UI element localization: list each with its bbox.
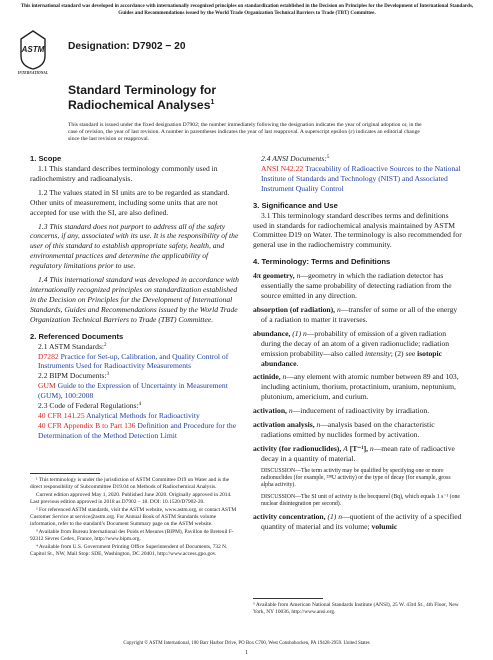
copyright-footer: Copyright © ASTM International, 100 Barr Harbor Drive, PO Box C700, West Conshohocken, PA 19428-2959. United States — [123, 641, 370, 646]
footnote-rule — [30, 473, 100, 474]
term-absorption: absorption (of radiation), n—transfer of some or all of the energy of a radiation to matter it traverses. — [253, 304, 458, 324]
ref-title-gum[interactable]: Guide to the Expression of Uncertainty in Measurement (GUM), 100:2008 — [38, 381, 228, 401]
issued-note: This standard is issued under the fixed designation D7902; the number immediately following the designation indicates the year of original adoption or, in the case of revision, the year of last revision. A number in parentheses indicates the year of last reapproval. A superscript epsilon (ε) indicates an editorial change since the last revision or reapproval. — [68, 122, 422, 142]
footnotes-right — [253, 598, 463, 615]
significance-3-1: 3.1 This terminology standard describes terms and definitions used in standards for radiochemical analysis maintained by ASTM Committee D19 on Water. The terminology is also recommended for general use in the radiochemistry community. — [253, 210, 462, 250]
term-abundance: abundance, (1) n—probability of emission of a given radiation during the decay of an atom of a given radionuclide; radiation emission probability—also called intensity; (2) see isotopic abundance. — [253, 328, 450, 368]
term-activity-concentration: activity concentration, (1) n—quotient of the activity of a specified quantity of material and its volume; volumic — [253, 512, 462, 532]
term-activation: activation, n—inducement of radioactivity by irradiation. — [253, 406, 430, 416]
discussion-activity-1: DISCUSSION—The term activity may be qualified by specifying one or more radionuclides (for example, ²³⁸U activity) or the type of decay (for example, gross alpha activity). — [261, 467, 451, 489]
ansi-docs-label: 2.4 ANSI Documents: — [261, 154, 327, 163]
footnotes-left — [30, 473, 240, 560]
logo-letters: ASTM — [21, 45, 45, 54]
scope-heading: 1. Scope — [30, 154, 62, 163]
designation: Designation: D7902 − 20 — [68, 41, 186, 52]
ref-title-cfr-136[interactable]: Definition and Procedure for the Determination of the Method Detection Limit — [38, 420, 237, 440]
fn-mark-2: 2 — [104, 342, 107, 348]
astm-standards-label: 2.1 ASTM Standards: — [38, 341, 105, 351]
ref-link-cfr-136[interactable]: 40 CFR Appendix B to Part 136 — [38, 420, 136, 430]
footnote-3: ³ Available from Bureau International des Poids et Mesures (BIPM), Pavillon de Breteuil F-92312 Sèvres Cedex, France, http://www.bipm.org. — [30, 529, 234, 542]
scope-1-3: 1.3 This standard does not purport to address all of the safety concerns, if any, associated with its use. It is the responsibility of the user of this standard to establish appropriate safety, health, and environmental practices and determine the applicability of regulatory limitations prior to use. — [30, 221, 239, 271]
fn-mark-4: 4 — [138, 402, 142, 408]
trade-notice: This international standard was developed in accordance with internationally recognized principles on standardization established in the Decision on Principles for the Development of International Standards, Guides and Recommendations issued by the World Trade Organization Technical Barriers to Trade (TBT) Committee. — [20, 3, 474, 16]
footnote-2: ² For referenced ASTM standards, visit the ASTM website, www.astm.org, or contact ASTM Customer Service at service@astm.org. For Annual Book of ASTM Standards volume information, refer to the standard’s Document Summary page on the ASTM website. — [30, 507, 237, 527]
footnote-rule-right — [253, 598, 323, 599]
significance-heading: 3. Significance and Use — [253, 200, 338, 210]
scope-1-2: 1.2 The values stated in SI units are to be regarded as standard. Other units of measurement, including some units that are not accepted for use with the SI, are also defined. — [30, 187, 230, 217]
title-line-1: Standard Terminology for — [68, 83, 217, 97]
term-activation-analysis: activation analysis, n—analysis based on the characteristic radiations emitted by nuclides formed by activation. — [253, 420, 435, 439]
footnote-5: ⁵ Available from American National Standards Institute (ANSI), 25 W. 43rd St., 4th Floor, New York, NY 10036, http://www.ansi.org. — [253, 602, 459, 615]
cfr-label: 2.3 Code of Federal Regulations: — [38, 401, 139, 411]
scope-1-4: 1.4 This international standard was developed in accordance with internationally recognized principles on standardization established in the Decision on Principles for the Development of International Standards, Guides and Recommendations issued by the World Trade Organization Technical Barriers to Trade (TBT) Committee. — [30, 275, 239, 324]
astm-logo-icon — [20, 30, 46, 70]
footnote-1: ¹ This terminology is under the jurisdiction of ASTM Committee D19 on Water and is the direct responsibility of Subcommittee D19.04 on Methods of Radiochemical Analysis. — [30, 477, 230, 490]
logo-subtitle: INTERNATIONAL — [17, 71, 49, 75]
terminology-heading: 4. Terminology: Terms and Definitions — [253, 257, 391, 267]
fn-mark-3: 3 — [106, 372, 110, 378]
ref-title-cfr-141[interactable]: Analytical Methods for Radioactivity — [86, 410, 200, 420]
title-line-2: Radiochemical Analyses — [68, 97, 211, 112]
page-number: 1 — [245, 650, 248, 656]
fn-mark-5: 5 — [326, 155, 330, 160]
ref-link-gum[interactable]: GUM — [38, 381, 56, 391]
title-footnote-mark: 1 — [210, 98, 215, 106]
ref-link-d7282[interactable]: D7282 — [38, 351, 59, 361]
ref-title-ansi[interactable]: Traceability of Radioactive Sources to the National Institute of Standards and Technology (NIST) and Associated Instrument Quality Control — [261, 163, 461, 193]
right-column — [253, 154, 463, 532]
term-activity: activity (for radionuclides), A [T⁻¹], n—mean rate of radioactive decay in a quantity of material. — [253, 443, 455, 463]
term-4pi-geometry: 4π geometry, n—geometry in which the radiation detector has essentially the same probability of detecting radiation from the source emitted in any direction. — [253, 271, 452, 301]
ref-link-ansi[interactable]: ANSI N42.22 — [261, 163, 304, 173]
left-column — [30, 154, 240, 441]
ref-link-cfr-141[interactable]: 40 CFR 141.25 — [38, 410, 85, 420]
footnote-4: ⁴ Available from U.S. Government Printing Office Superintendent of Documents, 732 N. Capitol St., NW, Mail Stop: SDE, Washington, DC 20401, http://www.access.gpo.gov. — [30, 544, 228, 557]
referenced-docs-heading: 2. Referenced Documents — [30, 331, 124, 341]
term-actinide: actinide, n—any element with atomic number between 89 and 103, including actinium, thorium, protactinium, uranium, neptunium, plutonium, americium, and curium. — [253, 372, 459, 402]
bipm-docs-label: 2.2 BIPM Documents: — [38, 371, 107, 381]
scope-1-1: 1.1 This standard describes terminology commonly used in radiochemistry and radioanalysis. — [30, 164, 218, 183]
page-title — [68, 83, 216, 112]
discussion-activity-2: DISCUSSION—The SI unit of activity is the becquerel (Bq), which equals 1 s⁻¹ (one nuclear disintegration per second). — [261, 493, 460, 507]
ref-title-d7282[interactable]: Practice for Set-up, Calibration, and Quality Control of Instruments Used for Radioactivity Measurements — [38, 351, 229, 371]
footnote-1b: Current edition approved May 1, 2020. Published June 2020. Originally approved in 2014. Last previous edition approved in 2018 as D7902 – 18. DOI: 10.1520/D7902-20. — [30, 492, 232, 505]
